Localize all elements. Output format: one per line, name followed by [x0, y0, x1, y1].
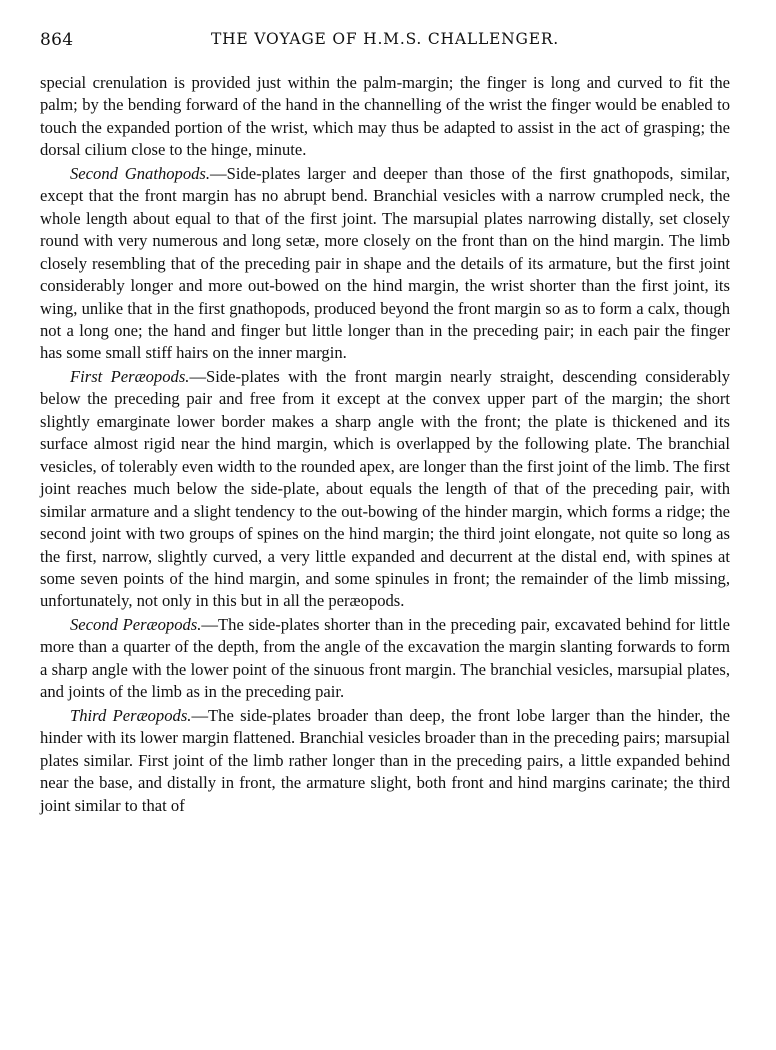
page-header: [40, 30, 730, 56]
paragraph-third-peraeopods: [40, 705, 730, 817]
section-heading: First Peræopods.: [70, 366, 190, 386]
section-heading: Third Peræopods.: [70, 705, 192, 725]
paragraph-text: —Side-plates with the front margin nearly straight, descending considerably below the preceding pair and free from it except at the convex upper part of the margin; the short slightly emarginate lower border makes a sharp angle with the front; the plate is thickened and its surface almost rigid near the hind margin, which is overlapped by the following plate. The branchial vesicles, of tolerably even width to the rounded apex, are longer than the first joint of the limb. The first joint reaches much below the side-plate, about equals the length of that of the preceding pair, with similar armature and a slight tendency to the out-bowing of the hinder margin, which forms a ridge; the second joint with two groups of spines on the hind margin; the third joint elongate, not quite so long as the first, narrow, slightly curved, a very little expanded and decurrent at the distal end, with spines at some seven points of the hind margin, and some spinules in front; the remainder of the limb missing, unfortunately, not only in this but in all the peræopods.: [40, 366, 730, 611]
paragraph-second-gnathopods: [40, 163, 730, 365]
running-title: THE VOYAGE OF H.M.S. CHALLENGER.: [210, 30, 560, 48]
paragraph-text: —Side-plates larger and deeper than those of the first gnathopods, similar, except that the front margin has no abrupt bend. Branchial vesicles with a narrow crumpled neck, the whole length about equal to that of the first joint. The marsupial plates narrowing distally, set closely round with very numerous and long setæ, more closely on the front than on the hind margin. The limb closely resembling that of the preceding pair in shape and the details of its armature, but the first joint considerably longer and more out-bowed on the hind margin, the wrist shorter than the first joint, its wing, unlike that in the first gnathopods, produced beyond the front margin so as to form a calx, though not a long one; the hand and finger but little longer than in the preceding pair; in each pair the finger has some small stiff hairs on the inner margin.: [40, 163, 730, 363]
paragraph-second-peraeopods: [40, 614, 730, 704]
paragraph-text: —The side-plates shorter than in the preceding pair, excavated behind for little more than a quarter of the depth, from the angle of the excavation the margin slanting forwards to form a sharp angle with the lower point of the sinuous front margin. The branchial vesicles, marsupial plates, and joints of the limb as in the preceding pair.: [40, 614, 730, 702]
paragraph-text: —The side-plates broader than deep, the front lobe larger than the hinder, the hinder with its lower margin flattened. Branchial vesicles broader than in the preceding pairs; marsupial plates similar. First joint of the limb rather longer than in the preceding pairs, a little expanded behind near the base, and distally in front, the armature slight, both front and hind margins carinate; the third joint similar to that of: [40, 705, 730, 815]
paragraph-text: special crenulation is provided just within the palm-margin; the finger is long and curved to fit the palm; by the bending forward of the hand in the channelling of the wrist the finger would be enabled to touch the expanded portion of the wrist, which may thus be adapted to assist in the act of grasping; the dorsal cilium close to the hinge, minute.: [40, 73, 730, 160]
section-heading: Second Gnathopods.: [70, 163, 211, 183]
body-text: [40, 72, 730, 817]
section-heading: Second Peræopods.: [70, 614, 202, 634]
page-number: 864: [40, 30, 74, 50]
document-page: [40, 30, 730, 817]
paragraph-continuation: [40, 72, 730, 162]
paragraph-first-peraeopods: [40, 366, 730, 613]
